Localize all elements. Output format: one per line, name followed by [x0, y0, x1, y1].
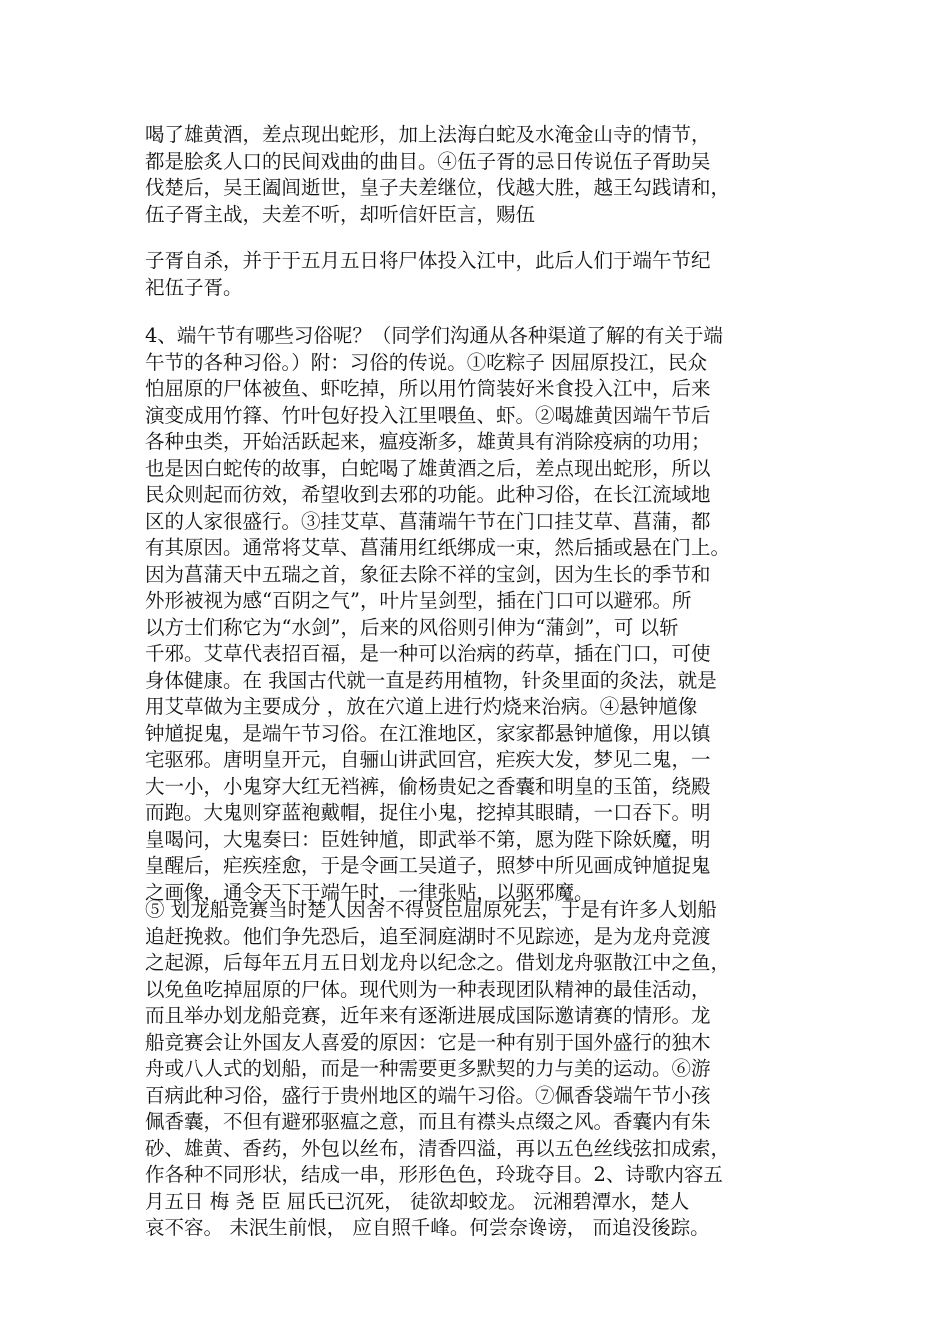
text-line: 祀伍子胥。	[145, 275, 243, 299]
text-line: 之画像，通令天下于端午时，一律张贴，以驱邪魔。	[145, 880, 594, 904]
text-line: 外形被视为感“百阴之气”，叶片呈剑型，插在门口可以避邪。所	[145, 589, 692, 612]
text-line: 之起源，后每年五月五日划龙舟以纪念之。借划龙舟驱散江中之鱼，	[145, 951, 731, 974]
text-line: 钟馗捉鬼，是端午节习俗。在江淮地区，家家都悬钟馗像，用以镇	[145, 721, 711, 745]
text-line: 伍子胥主战，夫差不听，却听信奸臣言，赐伍	[145, 202, 536, 226]
paragraph-boat-race-and-poem	[145, 897, 805, 1242]
text-line: 伐楚后，吴王阖闾逝世，皇子夫差继位，伐越大胜，越王勾践请和，	[145, 176, 731, 199]
text-line: 因为菖蒲天中五瑞之首，象征去除不祥的宝剑，因为生长的季节和	[145, 562, 711, 586]
text-line: ⑤ 划龙船竞赛当时楚人因舍不得贤臣屈原死去，于是有许多人划船	[145, 898, 717, 921]
text-line: 舟或八人式的划船，而是一种需要更多默契的力与美的运动。⑥游	[145, 1057, 711, 1080]
text-line: 宅驱邪。唐明皇开元，自骊山讲武回宫，疟疾大发，梦见二鬼，一	[145, 748, 711, 771]
text-line: 都是脍炙人口的民间戏曲的曲目。④伍子胥的忌日传说伍子胥助吴	[145, 149, 711, 173]
text-line: 而跑。大鬼则穿蓝袍戴帽，捉住小鬼，挖掉其眼睛，一口吞下。明	[145, 801, 711, 824]
text-line: 也是因白蛇传的故事，白蛇喝了雄黄酒之后，差点现出蛇形，所以	[145, 456, 711, 480]
text-line: 佩香囊，不但有避邪驱瘟之意，而且有襟头点缀之风。香囊内有朱	[145, 1110, 711, 1133]
text-line: 民众则起而彷效，希望收到去邪的功能。此种习俗，在长江流域地	[145, 483, 711, 506]
text-line: 午节的各种习俗。）附：习俗的传说。①吃粽子 因屈原投江，民众	[145, 350, 707, 374]
text-line: 以方士们称它为“水剑”，后来的风俗则引伸为“蒲剑”，可 以斩	[145, 615, 679, 639]
text-line: 以免鱼吃掉屈原的尸体。现代则为一种表现团队精神的最佳活动，	[145, 977, 711, 1001]
text-line: 身体健康。在 我国古代就一直是药用植物，针灸里面的灸法，就是	[145, 668, 717, 692]
text-line: 而且举办划龙船竞赛，近年来有逐渐进展成国际邀请赛的情形。龙	[145, 1004, 711, 1027]
text-line: 千邪。艾草代表招百福，是一种可以治病的药草，插在门口，可使	[145, 642, 711, 665]
text-line: 砂、雄黄、香药，外包以丝布，清香四溢，再以五色丝线弦扣成索，	[145, 1136, 731, 1160]
text-line: 百病此种习俗，盛行于贵州地区的端午习俗。⑦佩香袋端午节小孩	[145, 1083, 711, 1107]
paragraph-dragon-boat-customs	[145, 323, 805, 906]
text-line: 作各种不同形状，结成一串，形形色色，玲珑夺目。2、诗歌内容五	[145, 1163, 723, 1186]
text-line: 船竞赛会让外国友人喜爱的原因：它是一种有别于国外盛行的独木	[145, 1030, 711, 1054]
text-line: 皇醒后，疟疾痊愈，于是令画工吴道子，照梦中所见画成钟馗捉鬼	[145, 854, 711, 877]
paragraph-wu-zixu-continued	[145, 248, 805, 301]
text-line: 区的人家很盛行。③挂艾草、菖蒲端午节在门口挂艾草、菖蒲，都	[145, 509, 711, 533]
text-line: 皇喝问，大鬼奏曰：臣姓钟馗，即武举不第，愿为陛下除妖魔，明	[145, 827, 711, 851]
text-line: 月五日 梅 尧 臣 屈氏已沉死， 徒欲却蛟龙。 沅湘碧潭水，楚人	[145, 1189, 690, 1213]
text-line: 4、端午节有哪些习俗呢？（同学们沟通从各种渠道了解的有关于端	[145, 324, 723, 347]
text-line: 喝了雄黄酒，差点现出蛇形，加上法海白蛇及水淹金山寺的情节，	[145, 123, 711, 146]
text-line: 子胥自杀，并于于五月五日将尸体投入江中，此后人们于端午节纪	[145, 249, 711, 272]
text-line: 哀不容。 未泯生前恨， 应自照千峰。何尝奈谗谤， 而追没後踪。	[145, 1216, 710, 1239]
text-line: 演变成用竹箨、竹叶包好投入江里喂鱼、虾。②喝雄黄因端午节后	[145, 403, 711, 427]
text-line: 用艾草做为主要成分 ，放在穴道上进行灼烧来治病。④悬钟馗像	[145, 695, 698, 718]
paragraph-white-snake-wu-zixu	[145, 122, 805, 228]
text-line: 有其原因。通常将艾草、菖蒲用红纸绑成一束，然后插或悬在门上。	[145, 536, 731, 559]
text-line: 大一小，小鬼穿大红无裆裤，偷杨贵妃之香囊和明皇的玉笛，绕殿	[145, 774, 711, 798]
text-line: 怕屈原的尸体被鱼、虾吃掉，所以用竹筒装好米食投入江中，后来	[145, 377, 711, 400]
text-line: 各种虫类，开始活跃起来，瘟疫渐多，雄黄具有消除疫病的功用；	[145, 430, 711, 453]
text-line: 追赶挽救。他们争先恐后，追至洞庭湖时不见踪迹，是为龙舟竞渡	[145, 924, 711, 948]
